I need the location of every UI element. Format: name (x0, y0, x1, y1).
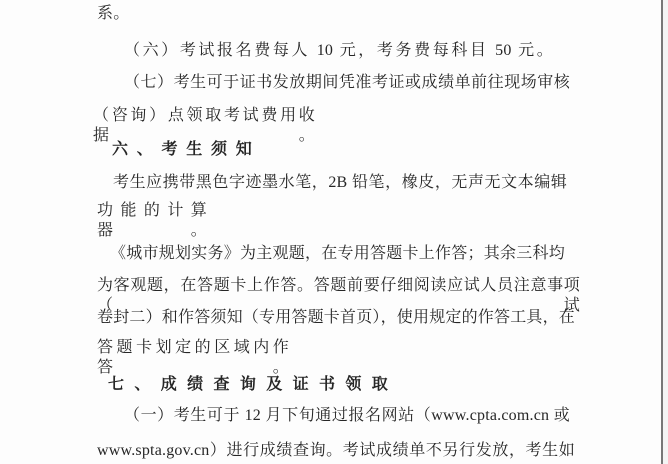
text-line: 答题卡划定的区域内作答。 (97, 339, 289, 376)
text-line: 系。 (97, 5, 130, 22)
text-line: 功能的计算器。 (97, 202, 207, 239)
text-line: （咨询）点领取考试费用收据。 (93, 107, 315, 144)
section-heading: 七、成绩查询及证书领取 (108, 376, 388, 393)
text-line: （七）考生可于证书发放期间凭准考证或成绩单前往现场审核 (124, 74, 570, 91)
scan-gutter (663, 0, 668, 464)
section-heading: 六、考生须知 (112, 141, 252, 158)
text-line: （六）考试报名费每人 10 元，考务费每科目 50 元。 (124, 42, 553, 59)
text-line: （一）考生可于 12 月下旬通过报名网站（www.cpta.com.cn 或 (124, 407, 570, 424)
text-line: 《城市规划实务》为主观题，在专用答题卡上作答；其余三科均 (110, 245, 565, 262)
text-line: 考生应携带黑色字迹墨水笔，2B 铅笔，橡皮，无声无文本编辑 (113, 174, 567, 191)
text-line: www.spta.gov.cn）进行成绩查询。考试成绩单不另行发放，考生如 (97, 442, 575, 459)
scan-edge-line (661, 0, 663, 464)
text-line: 为客观题，在答题卡上作答。答题前要仔细阅读应试人员注意事项（试 (97, 277, 580, 314)
text-line: 卷封二）和作答须知（专用答题卡首页），使用规定的作答工具，在 (97, 309, 576, 326)
